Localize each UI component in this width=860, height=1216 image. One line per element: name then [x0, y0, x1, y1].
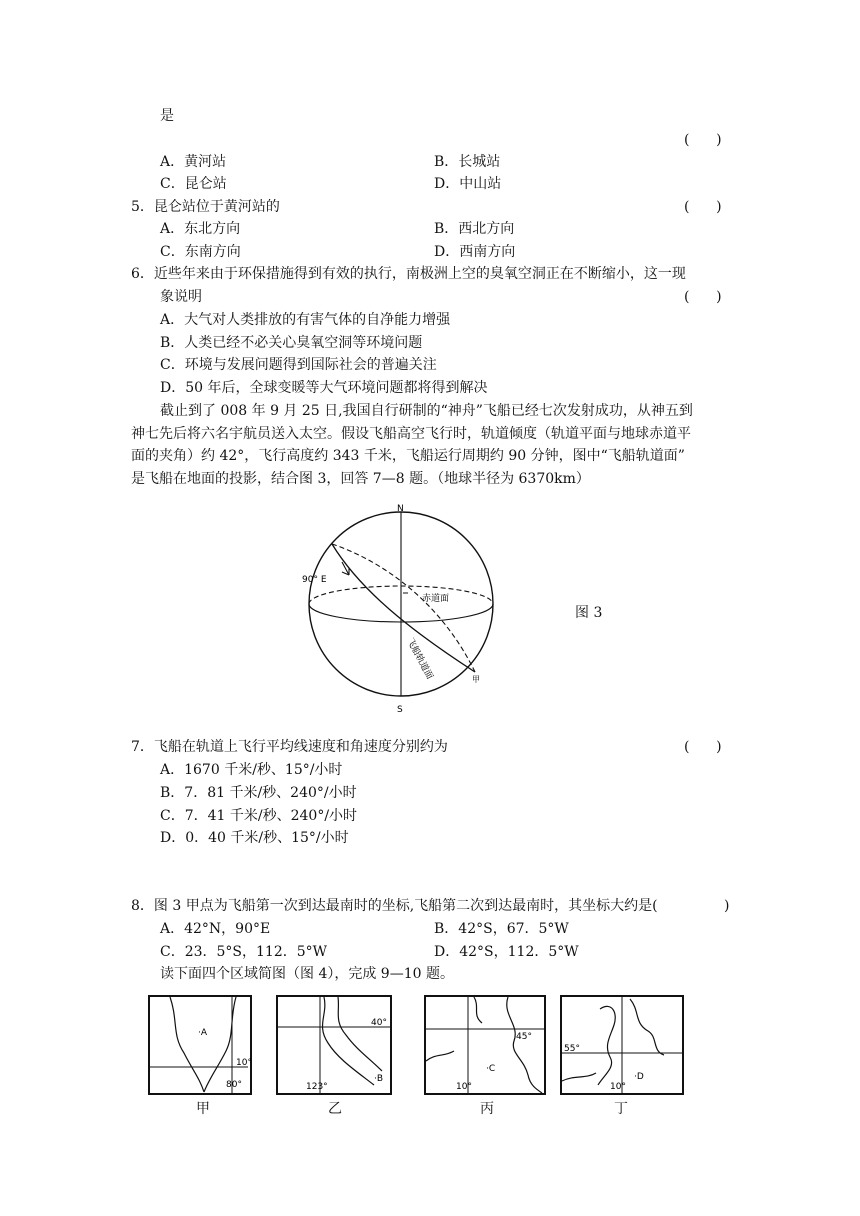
map-yi-lat-label: 40° — [371, 1018, 387, 1028]
q5-stem: 5．昆仑站位于黄河站的 — [131, 199, 280, 215]
label-north: N — [397, 504, 404, 514]
passage-line-1: 截止到了 008 年 9 月 25 日,我国自行研制的“神舟”飞船已经七次发射成功，从神五到 — [160, 403, 693, 419]
map-jia — [148, 995, 254, 1095]
map-ding-point: ·D — [634, 1072, 644, 1082]
q6-stem-line1: 6．近些年来由于环保措施得到有效的执行，南极洲上空的臭氧空洞正在不断缩小，这一现 — [131, 266, 686, 282]
q8-option-b: B．42°S，67．5°W — [434, 921, 569, 937]
label-equator-plane: 赤道面 — [422, 594, 450, 604]
figure-3-globe-diagram — [300, 500, 510, 720]
label-orbit-plane: 飞船轨道面 — [404, 636, 435, 682]
q7-answer-paren: ( ) — [684, 739, 722, 755]
q7-option-d: D．0．40 千米/秒、15°/小时 — [160, 830, 349, 846]
q8-option-d: D．42°S，112．5°W — [434, 944, 579, 960]
map-yi-caption: 乙 — [328, 1101, 342, 1117]
map-jia-point: ·A — [198, 1028, 208, 1038]
map-bing-point: ·C — [486, 1064, 496, 1074]
passage-line-2: 神七先后将六名宇航员送入太空。假设飞船高空飞行时，轨道倾度（轨道平面与地球赤道平 — [131, 426, 691, 442]
map-bing-lat-label: 45° — [516, 1032, 532, 1042]
q6-option-c: C．环境与发展问题得到国际社会的普遍关注 — [160, 357, 437, 373]
map-ding-caption: 丁 — [614, 1101, 628, 1117]
q7-stem: 7．飞船在轨道上飞行平均线速度和角速度分别约为 — [131, 739, 448, 755]
map-ding-lon-label: 10° — [610, 1082, 626, 1092]
q4-option-a: A．黄河站 — [160, 154, 227, 170]
q5-option-a: A．东北方向 — [160, 221, 241, 237]
q6-answer-paren: ( ) — [684, 289, 722, 305]
q9-10-intro: 读下面四个区域简图（图 4），完成 9—10 题。 — [160, 966, 454, 982]
map-jia-lon-label: 80° — [226, 1080, 242, 1090]
map-bing-caption: 丙 — [480, 1101, 494, 1117]
map-ding-lat-label: 55° — [564, 1044, 580, 1054]
label-south: S — [397, 705, 403, 715]
q5-option-b: B．西北方向 — [434, 221, 515, 237]
q4-answer-paren: ( ) — [684, 132, 722, 148]
map-jia-caption: 甲 — [196, 1101, 210, 1117]
q6-stem-line2: 象说明 — [160, 289, 202, 305]
orbit-back — [332, 544, 475, 672]
q8-option-a: A．42°N，90°E — [160, 921, 271, 937]
q7-option-b: B．7．81 千米/秒、240°/小时 — [160, 785, 357, 801]
q4-option-b: B．长城站 — [434, 154, 501, 170]
q6-option-d: D．50 年后，全球变暖等大气环境问题都将得到解决 — [160, 380, 488, 396]
q8-stem: 8．图 3 甲点为飞船第一次到达最南时的坐标,飞船第二次到达最南时，其坐标大约是( — [131, 898, 658, 914]
q4-option-c: C．昆仑站 — [160, 176, 227, 192]
q6-option-b: B．人类已经不必关心臭氧空洞等环境问题 — [160, 335, 423, 351]
map-ding — [560, 995, 686, 1095]
q7-option-c: C．7．41 千米/秒、240°/小时 — [160, 808, 358, 824]
q5-answer-paren: ( ) — [684, 199, 722, 215]
figure-3-caption: 图 3 — [575, 605, 603, 621]
q8-answer-paren-close: ) — [724, 898, 730, 914]
q5-option-d: D．西南方向 — [434, 244, 516, 260]
orbit-front — [332, 544, 475, 672]
map-yi-point: ·B — [374, 1074, 384, 1084]
label-longitude: 90° E — [302, 575, 327, 585]
q8-option-c: C．23．5°S，112．5°W — [160, 944, 328, 960]
q4-stem-tail: 是 — [160, 108, 174, 124]
map-yi — [276, 995, 394, 1095]
q7-option-a: A．1670 千米/秒、15°/小时 — [160, 762, 343, 778]
map-yi-lon-label: 123° — [306, 1082, 328, 1092]
q5-option-c: C．东南方向 — [160, 244, 241, 260]
q4-option-d: D．中山站 — [434, 176, 502, 192]
q6-option-a: A．大气对人类排放的有害气体的自净能力增强 — [160, 312, 451, 328]
map-bing-lon-label: 10° — [456, 1082, 472, 1092]
passage-line-4: 是飞船在地面的投影，结合图 3，回答 7—8 题。（地球半径为 6370km） — [131, 471, 590, 487]
map-bing — [424, 995, 548, 1095]
label-point-jia: 甲 — [472, 675, 480, 684]
map-bing-frame — [425, 996, 545, 1094]
map-jia-lat-label: 10° — [236, 1058, 252, 1068]
passage-line-3: 面的夹角）约 42°，飞行高度约 343 千米，飞船运行周期约 90 分钟，图中“飞船轨道面” — [131, 448, 685, 464]
